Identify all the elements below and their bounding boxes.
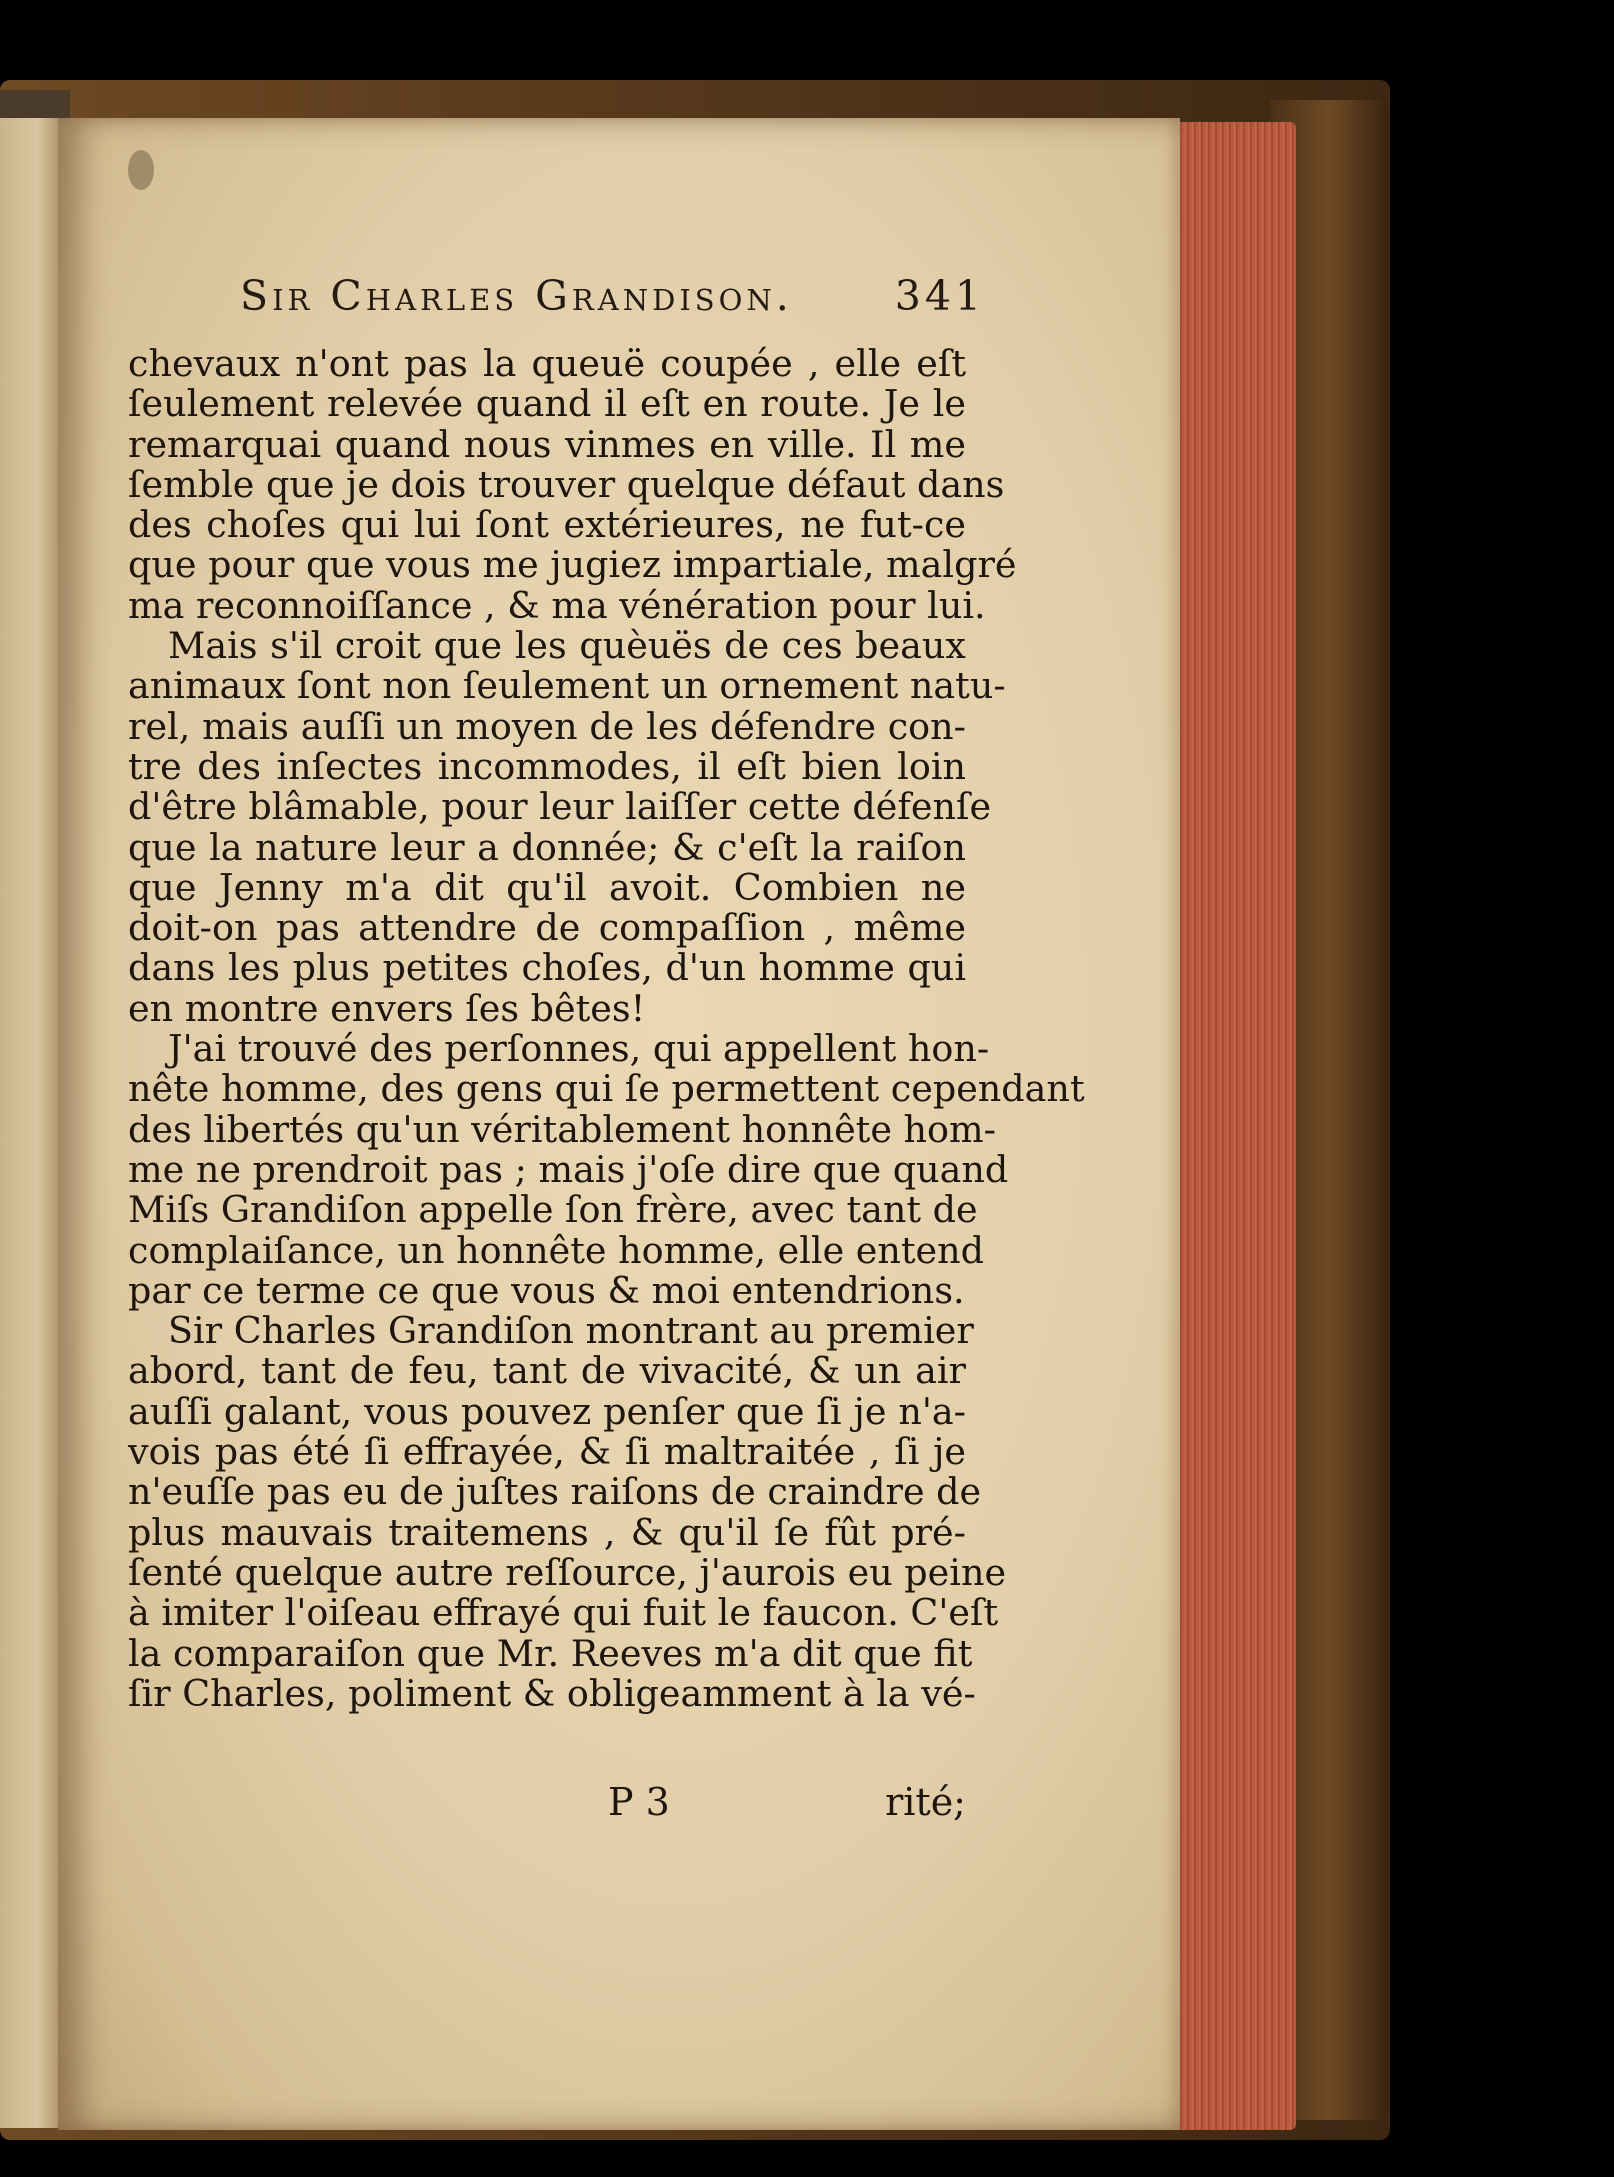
page-block-edge <box>1176 122 1296 2130</box>
text-line: que pour que vous me jugiez impartiale, malgré <box>128 543 1017 587</box>
text-line: vois pas été ſi effrayée, & ſi maltraitée , ſi je <box>128 1430 966 1474</box>
running-head <box>240 272 985 332</box>
text-line: doit-on pas attendre de compaſſion , même <box>128 906 966 950</box>
signature-mark: P 3 <box>608 1780 670 1824</box>
page-blemish <box>128 150 154 190</box>
text-line: animaux ſont non ſeulement un ornement natu- <box>128 664 1006 708</box>
text-line: n'euſſe pas eu de juſtes raiſons de craindre de <box>128 1470 982 1514</box>
text-line: auſſi galant, vous pouvez penſer que ſi je n'a- <box>128 1389 966 1433</box>
text-line: ſenté quelque autre reſſource, j'aurois eu peine <box>128 1550 1007 1594</box>
paragraph <box>128 1309 1007 1715</box>
text-line: la comparaiſon que Mr. Reeves m'a dit que fit <box>128 1631 973 1675</box>
text-line: des libertés qu'un véritablement honnête hom- <box>128 1107 996 1151</box>
text-line: nête homme, des gens qui ſe permettent cependant <box>128 1067 1085 1111</box>
text-line: J'ai trouvé des perſonnes, qui appellent hon- <box>168 1027 990 1071</box>
text-line: des choſes qui lui ſont extérieures, ne fut-ce <box>128 503 966 547</box>
paragraph <box>128 1027 1085 1312</box>
text-line: que Jenny m'a dit qu'il avoit. Combien ne <box>128 865 966 909</box>
facing-page-edge <box>0 118 62 2128</box>
page-footer <box>128 1780 966 1824</box>
catchword: rité; <box>885 1780 966 1824</box>
text-line: Mais s'il croit que les quèuës de ces beaux <box>168 624 966 668</box>
text-line: en montre envers ſes bêtes! <box>128 986 646 1030</box>
text-line: abord, tant de feu, tant de vivacité, & un air <box>128 1349 966 1393</box>
text-line: ſir Charles, poliment & obligeamment à la vé- <box>128 1671 976 1715</box>
paragraph <box>128 624 1006 1030</box>
body-text <box>128 342 1085 1715</box>
page-number: 341 <box>894 272 985 320</box>
text-line: plus mauvais traitemens , & qu'il ſe fût pré- <box>128 1510 966 1554</box>
text-line: Miſs Grandiſon appelle ſon frère, avec tant de <box>128 1188 978 1232</box>
text-line: ſemble que je dois trouver quelque défaut dans <box>128 462 1005 506</box>
text-line: me ne prendroit pas ; mais j'oſe dire que quand <box>128 1147 1009 1191</box>
text-line: chevaux n'ont pas la queuë coupée , elle eſt <box>128 342 966 385</box>
running-head-title: Sir Charles Grandison. <box>240 272 793 320</box>
text-line: Sir Charles Grandiſon montrant au premier <box>168 1309 974 1353</box>
text-line: ma reconnoiſſance , & ma vénération pour lui. <box>128 583 986 627</box>
text-line: que la nature leur a donnée; & c'eſt la raiſon <box>128 825 966 869</box>
text-line: par ce terme ce que vous & moi entendrions. <box>128 1268 965 1312</box>
text-line: à imiter l'oiſeau effrayé qui fuit le faucon. C'eſt <box>128 1591 999 1635</box>
text-line: d'être blâmable, pour leur laiſſer cette défenſe <box>128 785 992 829</box>
text-line: ſeulement relevée quand il eſt en route. Je le <box>128 382 966 426</box>
text-line: tre des inſectes incommodes, il eſt bien loin <box>128 744 966 788</box>
text-line: remarquai quand nous vinmes en ville. Il me <box>128 422 966 466</box>
text-line: rel, mais auſſi un moyen de les défendre con- <box>128 704 966 748</box>
paragraph <box>128 342 1017 627</box>
text-line: complaiſance, un honnête homme, elle entend <box>128 1228 985 1272</box>
text-line: dans les plus petites choſes, d'un homme qui <box>128 946 966 990</box>
